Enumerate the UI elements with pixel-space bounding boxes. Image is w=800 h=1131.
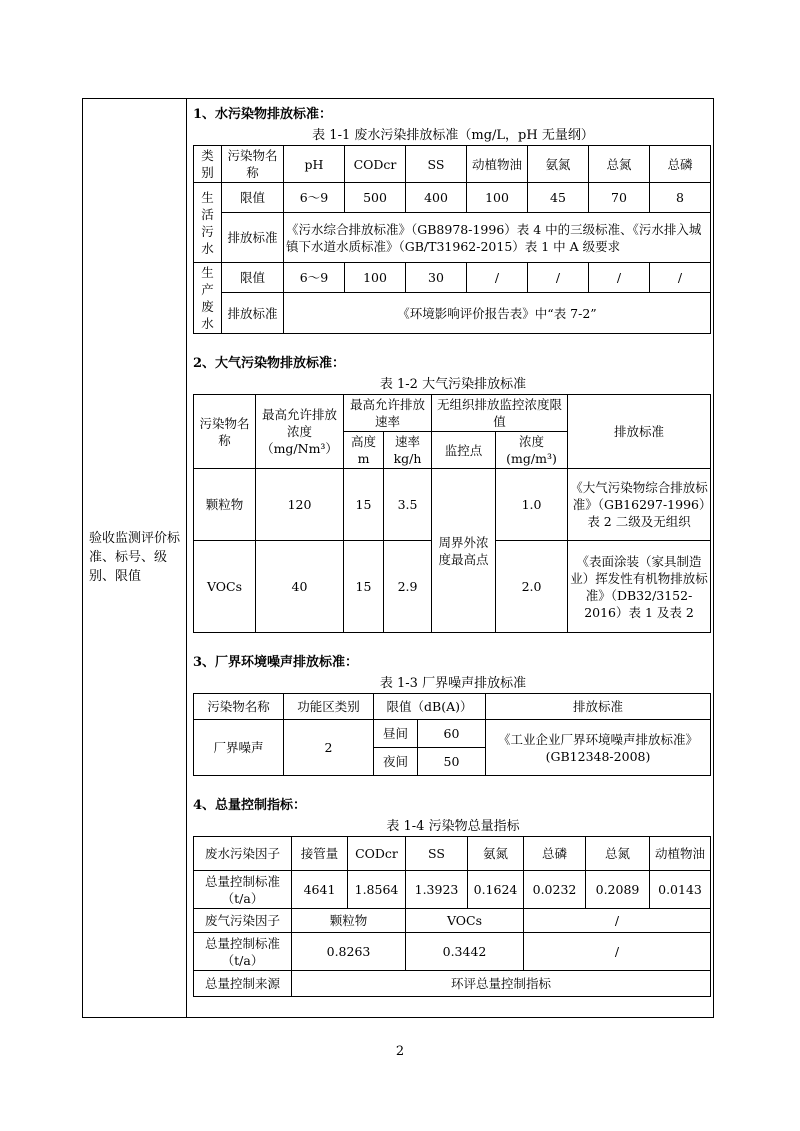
t1-h-col: 动植物油 (467, 146, 528, 183)
t4-ww-value: 0.0232 (524, 871, 586, 909)
t3-zone: 2 (284, 720, 374, 776)
t4-wg-value: / (524, 933, 711, 971)
t4-ww-col: 总氮 (586, 837, 650, 871)
page-number: 2 (395, 1044, 405, 1059)
t1-cell: / (528, 263, 589, 293)
section2-heading: 2、大气污染物排放标准： (193, 356, 346, 371)
t3-day-value: 60 (418, 720, 486, 748)
t3-h-std: 排放标准 (486, 694, 711, 720)
t3-night-label: 夜间 (374, 748, 418, 776)
t4-ww-value: 1.8564 (348, 871, 406, 909)
section4-heading: 4、总量控制指标： (193, 798, 307, 813)
t3-name: 厂界噪声 (194, 720, 284, 776)
section3-heading: 3、厂界环境噪声排放标准： (193, 655, 359, 670)
t4-source-label: 总量控制来源 (194, 971, 292, 997)
table3 (193, 693, 711, 776)
t4-ww-value: 0.0143 (650, 871, 711, 909)
t4-std-label: 总量控制标准（t/a） (194, 871, 292, 909)
t2-row-height: 15 (344, 541, 384, 633)
table4 (193, 836, 711, 997)
t2-row-rate: 3.5 (384, 469, 432, 541)
t1-cell: 100 (467, 183, 528, 213)
t2-h-poll: 污染物名称 (194, 395, 256, 469)
t4-ww-col: 接管量 (292, 837, 348, 871)
t2-row-conc: 120 (256, 469, 344, 541)
t4-ww-value: 4641 (292, 871, 348, 909)
t1-prod-label: 生产废水 (194, 263, 222, 334)
t2-h-height: 高度m (344, 432, 384, 469)
t4-wg-col: 颗粒物 (292, 909, 406, 933)
t2-row-conc: 40 (256, 541, 344, 633)
t1-dom-label: 生活污水 (194, 183, 222, 263)
t1-h-col: 氨氮 (528, 146, 589, 183)
table2-caption: 表 1-2 大气污染排放标准 (379, 377, 527, 392)
t3-h-zone: 功能区类别 (284, 694, 374, 720)
t1-cell: 70 (589, 183, 650, 213)
t4-ww-value: 0.1624 (468, 871, 524, 909)
t1-cell: 400 (406, 183, 467, 213)
t2-row-uconc: 2.0 (496, 541, 568, 633)
t4-wg-factor: 废气污染因子 (194, 909, 292, 933)
t1-cell: 8 (650, 183, 711, 213)
t2-row-std: 《表面涂装（家具制造业）挥发性有机物排放标准》（DB32/3152-2016）表 1 及表 2 (568, 541, 711, 633)
t4-wg-value: 0.3442 (406, 933, 524, 971)
t4-source-value: 环评总量控制指标 (292, 971, 711, 997)
t2-h-point: 监控点 (432, 432, 496, 469)
t1-cell: 45 (528, 183, 589, 213)
t1-h-col: CODcr (345, 146, 406, 183)
t1-cell: 100 (345, 263, 406, 293)
t2-row-name: VOCs (194, 541, 256, 633)
t2-h-rate: 最高允许排放速率 (344, 395, 432, 432)
t4-ww-value: 0.2089 (586, 871, 650, 909)
t1-h-cat: 类别 (194, 146, 222, 183)
t1-h-col: 总磷 (650, 146, 711, 183)
t1-cell: 6～9 (284, 263, 345, 293)
t2-row-uconc: 1.0 (496, 469, 568, 541)
t2-row-std: 《大气污染物综合排放标准》（GB16297-1996）表 2 二级及无组织 (568, 469, 711, 541)
t3-night-value: 50 (418, 748, 486, 776)
t4-ww-col: SS (406, 837, 468, 871)
table1-caption: 表 1-1 废水污染排放标准（mg/L，pH 无量纲） (312, 128, 594, 143)
t2-h-uconc: 浓度(mg/m³) (496, 432, 568, 469)
t1-limit-label: 限值 (222, 183, 284, 213)
t4-ww-col: CODcr (348, 837, 406, 871)
t1-h-poll: 污染物名称 (222, 146, 284, 183)
section1-heading: 1、水污染物排放标准： (193, 107, 333, 122)
t1-std-label: 排放标准 (222, 213, 284, 263)
t4-ww-value: 1.3923 (406, 871, 468, 909)
t4-wg-col: VOCs (406, 909, 524, 933)
t1-cell: 500 (345, 183, 406, 213)
t2-row-height: 15 (344, 469, 384, 541)
t4-ww-col: 氨氮 (468, 837, 524, 871)
table4-caption: 表 1-4 污染物总量指标 (386, 819, 520, 834)
t2-h-conc: 最高允许排放浓度（mg/Nm³） (256, 395, 344, 469)
t3-std: 《工业企业厂界环境噪声排放标准》(GB12348-2008) (486, 720, 711, 776)
t1-prod-std: 《环境影响评价报告表》中“表 7-2” (284, 293, 711, 334)
content-area (193, 99, 713, 997)
t2-h-std: 排放标准 (568, 395, 711, 469)
t1-cell: / (589, 263, 650, 293)
left-column (83, 99, 187, 1017)
t2-row-rate: 2.9 (384, 541, 432, 633)
t2-point-value: 周界外浓度最高点 (432, 469, 496, 633)
table3-caption: 表 1-3 厂界噪声排放标准 (379, 676, 527, 691)
t2-h-unorg: 无组织排放监控浓度限值 (432, 395, 568, 432)
table2 (193, 394, 711, 633)
main-frame (82, 98, 714, 1018)
t2-h-speed: 速率kg/h (384, 432, 432, 469)
t4-ww-col: 总磷 (524, 837, 586, 871)
t4-wg-col: / (524, 909, 711, 933)
t1-cell: 6～9 (284, 183, 345, 213)
t1-h-col: pH (284, 146, 345, 183)
t1-cell: / (650, 263, 711, 293)
t1-std-label: 排放标准 (222, 293, 284, 334)
t2-row-name: 颗粒物 (194, 469, 256, 541)
t4-ww-col: 动植物油 (650, 837, 711, 871)
t1-h-col: SS (406, 146, 467, 183)
table1 (193, 145, 711, 334)
t4-std-label: 总量控制标准（t/a） (194, 933, 292, 971)
t1-h-col: 总氮 (589, 146, 650, 183)
t1-limit-label: 限值 (222, 263, 284, 293)
left-label: 验收监测评价标准、标号、级别、限值 (89, 531, 181, 584)
t1-dom-std: 《污水综合排放标准》（GB8978-1996）表 4 中的三级标准、《污水排入城镇下水道水质标准》（GB/T31962-2015）表 1 中 A 级要求 (284, 213, 711, 263)
t3-h-limit: 限值（dB(A)） (374, 694, 486, 720)
t4-ww-factor: 废水污染因子 (194, 837, 292, 871)
t1-cell: / (467, 263, 528, 293)
t3-h-name: 污染物名称 (194, 694, 284, 720)
t4-wg-value: 0.8263 (292, 933, 406, 971)
t3-day-label: 昼间 (374, 720, 418, 748)
t1-cell: 30 (406, 263, 467, 293)
